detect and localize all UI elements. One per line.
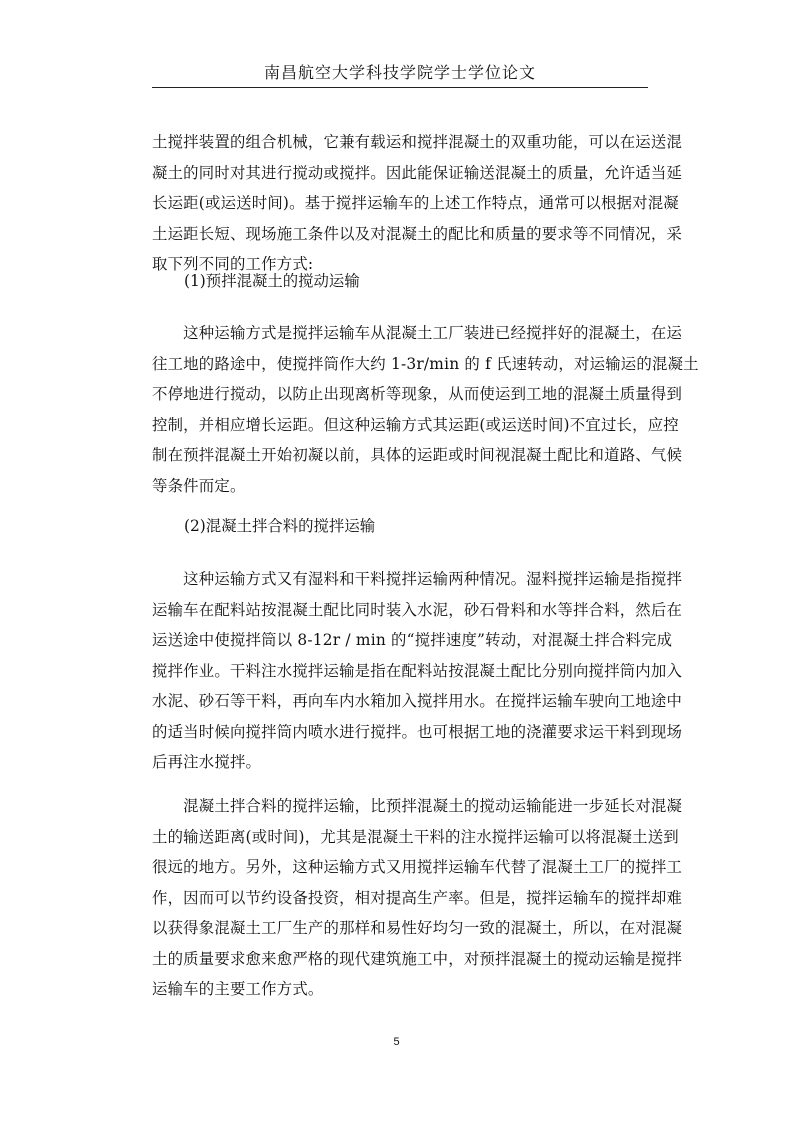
text-line: 运输车的主要工作方式。 [152,980,324,998]
text-line: 这种运输方式又有湿料和干料搅拌运输两种情况。湿料搅拌运输是指搅拌 [152,570,683,588]
text-line: 土的输送距离(或时间)，尤其是混凝土干料的注水搅拌运输可以将混凝土送到 [152,827,679,846]
text-line: 作，因而可以节约设备投资，相对提高生产率。但是，搅拌运输车的搅拌却难 [152,888,683,907]
header-divider [152,87,648,88]
paragraph-4 [152,791,688,1005]
text-line: 后再注水搅拌。 [152,753,262,771]
page-number: 5 [393,1036,400,1048]
text-line: 混凝土拌合料的搅拌运输，比预拌混凝土的搅动运输能进一步延长对混凝 [152,797,683,815]
paragraph-2 [152,318,699,501]
section-heading-2: (2)混凝土拌合料的搅拌运输 [184,517,376,535]
text-line: 往工地的路途中，使搅拌筒作大约 1-3r/min 的 f 氏速转动，对运输运的混凝土 [152,354,699,373]
paragraph-1 [152,127,688,280]
section-heading-1: (1)预拌混凝土的搅动运输 [184,272,360,290]
text-line: 土的质量要求愈来愈严格的现代建筑施工中，对预拌混凝土的搅动运输是搅拌 [152,949,683,968]
text-line: 运送途中使搅拌筒以 8-12r / min 的“搅拌速度”转动，对混凝土拌合料完成 [152,631,673,649]
text-line: 搅拌作业。干料注水搅拌运输是指在配料站按混凝土配比分别向搅拌筒内加入 [152,661,683,680]
paragraph-3 [152,564,688,778]
text-line: 土搅拌装置的组合机械，它兼有载运和搅拌混凝土的双重功能，可以在运送混 [152,133,683,151]
text-line: 以获得象混凝土工厂生产的那样和易性好均匀一致的混凝土，所以，在对混凝 [152,919,683,937]
text-line: 土运距长短、现场施工条件以及对混凝土的配比和质量的要求等不同情况，采 [152,224,683,243]
text-line: 凝土的同时对其进行搅动或搅拌。因此能保证输送混凝土的质量，允许适当延 [152,163,683,182]
text-line: 取下列不同的工作方式: [152,255,314,273]
text-line: 运输车在配料站按混凝土配比同时装入水泥，砂石骨料和水等拌合料，然后在 [152,600,683,619]
page-header-title: 南昌航空大学科技学院学士学位论文 [263,63,536,82]
text-line: 不停地进行搅动，以防止出现离析等现象，从而使运到工地的混凝土质量得到 [152,385,683,403]
text-line: 的适当时候向搅拌筒内喷水进行搅拌。也可根据工地的浇灌要求运干料到现场 [152,722,683,741]
text-line: 等条件而定。 [152,476,246,495]
text-line: 长运距(或运送时间)。基于搅拌运输车的上述工作特点，通常可以根据对混凝 [152,194,679,212]
text-line: 很远的地方。另外，这种运输方式又用搅拌运输车代替了混凝土工厂的搅拌工 [152,858,683,876]
text-line: 这种运输方式是搅拌运输车从混凝土工厂装进已经搅拌好的混凝土，在运 [152,324,683,342]
text-line: 制在预拌混凝土开始初凝以前，具体的运距或时间视混凝土配比和道路、气候 [152,446,683,464]
text-line: 水泥、砂石等干料，再向车内水箱加入搅拌用水。在搅拌运输车驶向工地途中 [152,692,683,710]
text-line: 控制，并相应增长运距。但这种运输方式其运距(或运送时间)不宜过长，应控 [152,415,679,434]
